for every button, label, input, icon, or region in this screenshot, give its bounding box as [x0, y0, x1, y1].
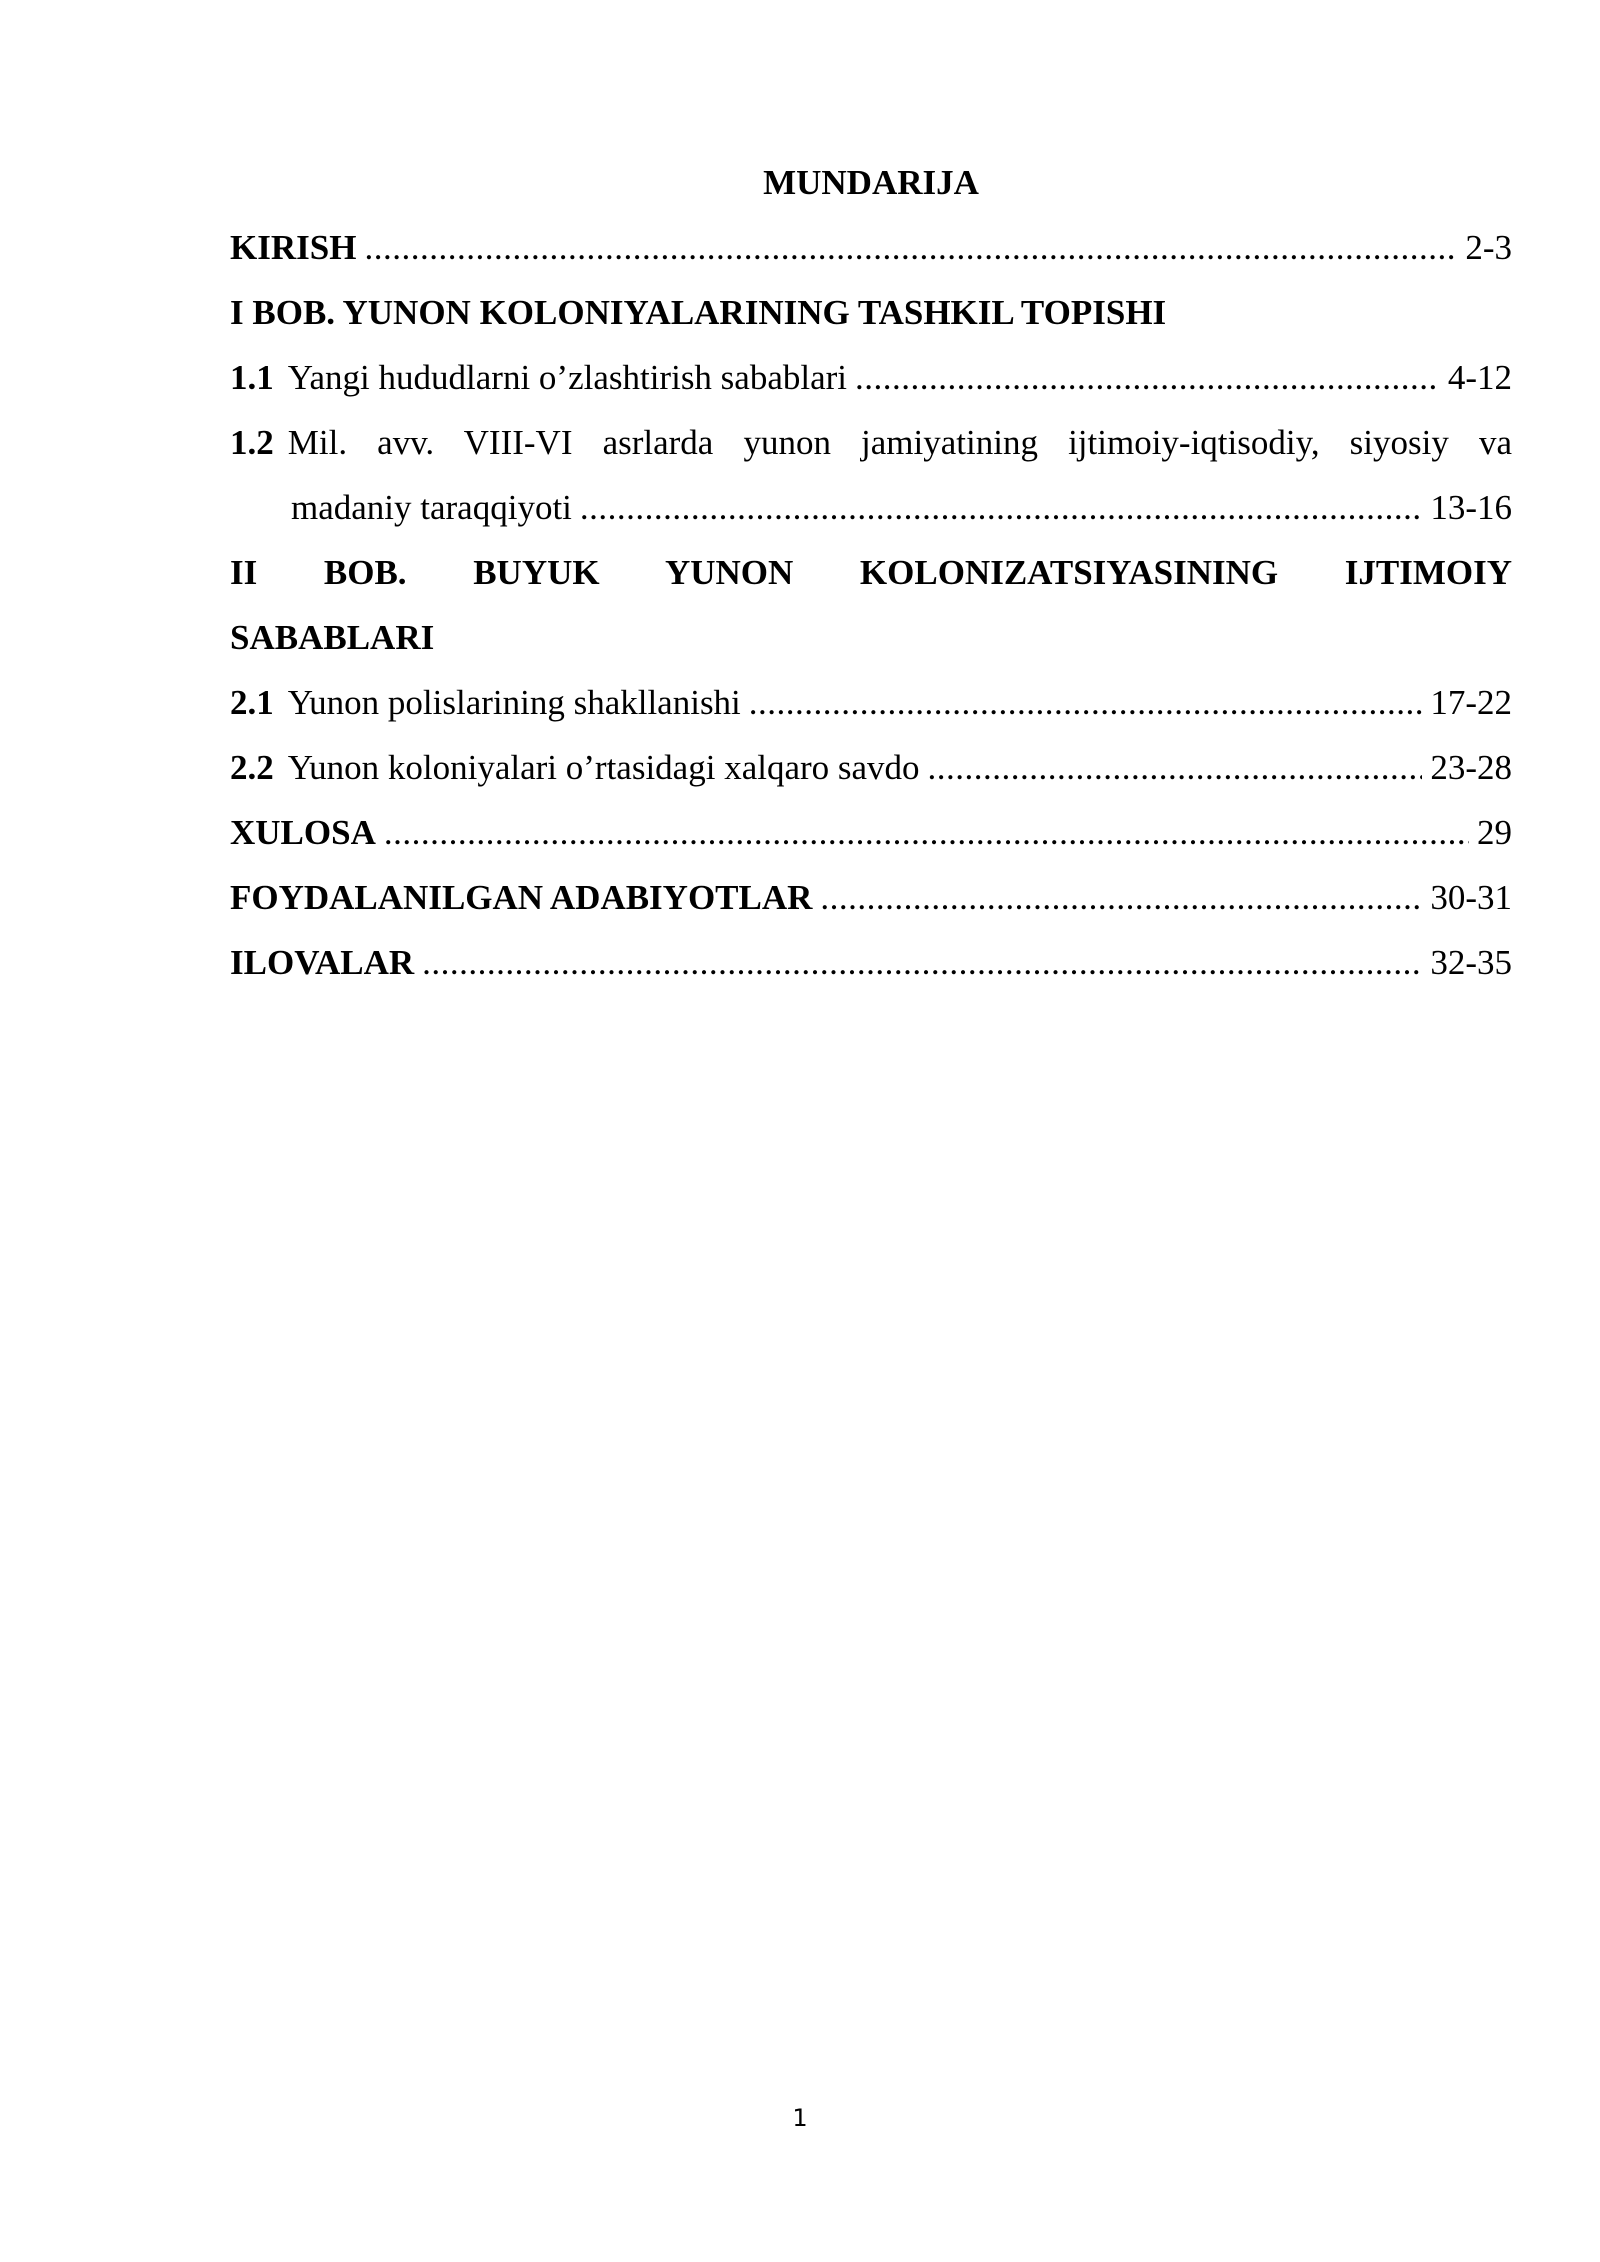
toc-chapter-2-line1: II BOB. BUYUK YUNON KOLONIZATSIYASINING IJTIMOIY: [230, 553, 1512, 592]
toc-entry-1-2-line1: [230, 410, 1512, 475]
toc-leader-dots: [580, 475, 1422, 540]
toc-entry-kirish: [230, 215, 1512, 280]
toc-section-number: 1.2: [230, 423, 274, 462]
toc-page-ref: 29: [1477, 813, 1512, 852]
toc-page-ref: 13-16: [1430, 488, 1512, 527]
toc-entry-label: ILOVALAR: [230, 943, 415, 982]
toc-page-ref: 30-31: [1430, 878, 1512, 917]
toc-leader-dots: [855, 345, 1440, 410]
toc-leader-dots: [384, 800, 1469, 865]
toc-section-number: 2.1: [230, 683, 274, 722]
toc-entry-xulosa: [230, 800, 1512, 865]
toc-page-ref: 2-3: [1465, 228, 1512, 267]
toc-chapter-2-line2: SABABLARI: [230, 618, 435, 657]
toc-entry-label: Mil. avv. VIII-VI asrlarda yunon jamiyatining ijtimoiy-iqtisodiy, siyosiy va: [287, 423, 1512, 462]
toc-section-number: 1.1: [230, 358, 274, 397]
toc-leader-dots: [749, 670, 1423, 735]
toc-leader-dots: [422, 930, 1422, 995]
toc-section-number: 2.2: [230, 748, 274, 787]
toc-entry-1-1: [230, 345, 1512, 410]
toc-leader-dots: [364, 215, 1457, 280]
toc-page-ref: 23-28: [1430, 748, 1512, 787]
toc-entry-2-1: [230, 670, 1512, 735]
toc-entry-label: Yangi hududlarni o’zlashtirish sabablari: [287, 358, 848, 397]
toc-title: MUNDARIJA: [763, 163, 979, 202]
table-of-contents: [230, 150, 1512, 995]
toc-entry-label: FOYDALANILGAN ADABIYOTLAR: [230, 878, 813, 917]
toc-leader-dots: [928, 735, 1423, 800]
toc-page-ref: 4-12: [1447, 358, 1512, 397]
toc-leader-dots: [820, 865, 1422, 930]
toc-entry-adabiyotlar: [230, 865, 1512, 930]
toc-entry-label: KIRISH: [230, 228, 357, 267]
toc-entry-label: Yunon koloniyalari o’rtasidagi xalqaro savdo: [287, 748, 920, 787]
toc-entry-label-continued: madaniy taraqqiyoti: [291, 488, 572, 527]
toc-entry-2-2: [230, 735, 1512, 800]
toc-page-ref: 17-22: [1430, 683, 1512, 722]
page-number: 1: [792, 2104, 808, 2132]
toc-page-ref: 32-35: [1430, 943, 1512, 982]
toc-entry-label: XULOSA: [230, 813, 376, 852]
toc-entry-1-2-line2: [230, 475, 1512, 540]
toc-entry-label: Yunon polislarining shakllanishi: [287, 683, 741, 722]
toc-entry-ilovalar: [230, 930, 1512, 995]
toc-chapter-1: I BOB. YUNON KOLONIYALARINING TASHKIL TOPISHI: [230, 293, 1167, 332]
